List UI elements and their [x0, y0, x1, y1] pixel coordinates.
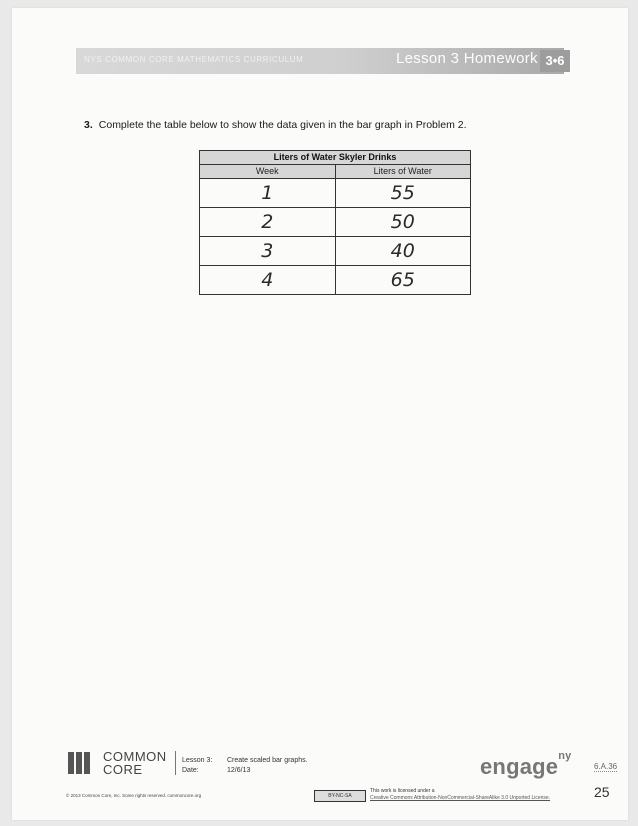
brand-sup: ny: [558, 750, 572, 762]
lesson-title: Lesson 3 Homework: [396, 50, 538, 67]
logo-line-1: COMMON: [103, 749, 167, 764]
column-header-liters: Liters of Water: [373, 166, 432, 176]
common-core-logo-icon: [68, 752, 92, 779]
license-line-1: This work is licensed under a: [370, 788, 435, 794]
copyright-text: © 2013 Common Core, Inc. Some rights reserved. commoncore.org: [66, 793, 202, 798]
engageny-logo: [480, 750, 572, 780]
curriculum-title: NYS COMMON CORE MATHEMATICS CURRICULUM: [84, 55, 304, 64]
brand-text: engage: [480, 754, 559, 779]
week-cell[interactable]: 4: [200, 266, 336, 294]
lesson-label: Lesson 3:: [182, 757, 213, 764]
problem-text: Complete the table below to show the data given in the bar graph in Problem 2.: [98, 119, 467, 131]
common-core-logo-text: [103, 750, 167, 776]
creative-commons-icon: BY-NC-SA: [314, 790, 366, 802]
table-row: [200, 237, 470, 266]
footer-labels: [182, 756, 212, 776]
date-value: 12/6/13: [227, 767, 251, 774]
week-cell[interactable]: 1: [200, 179, 336, 207]
column-header-week: Week: [200, 165, 336, 178]
lesson-value: Create scaled bar graphs.: [227, 757, 308, 764]
table-row: [200, 179, 470, 208]
footer-values: [227, 756, 308, 776]
problem-number: 3.: [84, 119, 93, 131]
liters-cell[interactable]: 65: [390, 269, 415, 291]
table-header-row: [200, 165, 470, 179]
date-label: Date:: [182, 767, 199, 774]
footer-divider: [175, 751, 176, 775]
week-cell[interactable]: 2: [200, 208, 336, 236]
liters-cell[interactable]: 55: [390, 182, 415, 204]
standard-code: 6.A.36: [594, 762, 618, 771]
license-link[interactable]: Creative Commons Attribution-NonCommercial-ShareAlike 3.0 Unported License.: [370, 795, 551, 801]
page-number: 25: [594, 784, 610, 800]
table-row: [200, 266, 470, 294]
table-row: [200, 208, 470, 237]
module-badge: 3•6: [540, 50, 570, 72]
liters-cell[interactable]: 50: [390, 211, 415, 233]
table-title: Liters of Water Skyler Drinks: [200, 151, 470, 165]
liters-cell[interactable]: 40: [390, 240, 415, 262]
problem-prompt: [84, 119, 467, 131]
week-cell[interactable]: 3: [200, 237, 336, 265]
data-table: [199, 150, 471, 295]
license-notice: [370, 788, 550, 802]
logo-line-2: CORE: [103, 762, 143, 777]
